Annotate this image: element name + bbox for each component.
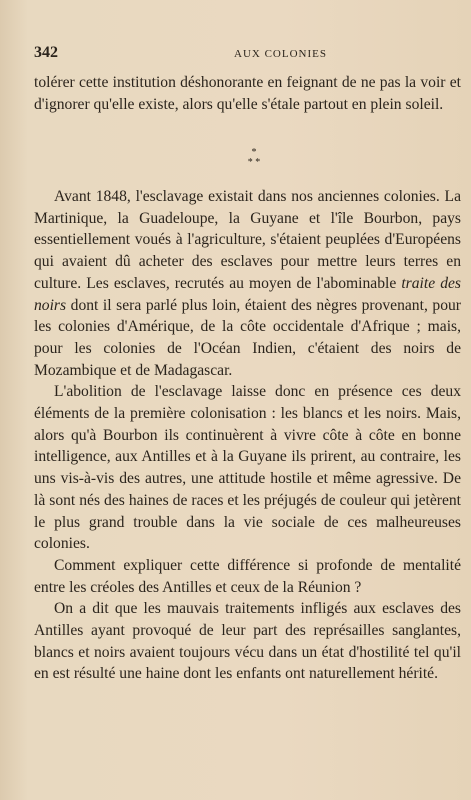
continuation-paragraph: tolérer cette institution déshonorante en feignant de ne pas la voir et d'ignorer qu'elle existe, alors qu'elle s'étale partout en plein soleil. bbox=[34, 74, 461, 113]
asterism-bottom: * * bbox=[247, 157, 261, 168]
asterism-top: * bbox=[251, 147, 257, 158]
paragraph-3: Comment expliquer cette différence si profonde de mentalité entre les créoles des Antilles et ceux de la Réunion ? bbox=[34, 556, 461, 596]
page-header bbox=[34, 44, 451, 66]
page-number: 342 bbox=[34, 44, 58, 61]
paragraph-1 bbox=[34, 186, 461, 381]
main-text bbox=[34, 186, 461, 685]
paragraph-2: L'abolition de l'esclavage laisse donc en présence ces deux éléments de la première colonisation : les blancs et les noirs. Mais, alors qu'à Bourbon ils continuèrent à vivre côte à côte en bonne intelligence, aux Antilles et à la Guyane ils prirent, au contraire, les uns vis-à-vis des autres, une attitude hostile et même agressive. De là sont nés des haines de races et les préjugés de couleur qui jetèrent le plus grand trouble dans la vie sociale de ces malheureuses colonies. bbox=[34, 383, 461, 553]
continuation-block bbox=[34, 72, 461, 115]
paragraph-1-italic: traite des noirs bbox=[34, 274, 461, 314]
paragraph-4: On a dit que les mauvais traitements infligés aux esclaves des Antilles ayant provoqué de leur part des représailles sanglantes, blancs et noirs avaient toujours vécu dans un état d'hostilité tel qu'il en est résulté une haine dont les enfants ont naturellement hérité. bbox=[34, 600, 461, 683]
paragraph-1-start: Avant 1848, l'esclavage existait dans nos anciennes colonies. La Martinique, la Guadeloupe, la Guyane et l'île Bourbon, pays essentiellement voués à l'agriculture, s'étaient peuplées d'Européens qui avaient dû acheter des esclaves pour mettre leurs terres en culture. Les esclaves, recrutés au moyen de l'abominable bbox=[34, 188, 461, 292]
running-title: AUX COLONIES bbox=[234, 48, 327, 60]
section-separator bbox=[244, 148, 264, 168]
paragraph-1-end: dont il sera parlé plus loin, étaient des nègres provenant, pour les colonies d'Amérique, de la côte occidentale d'Afrique ; mais, pour les colonies de l'Océan Indien, c'étaient des noirs de Mozambique et de Madagascar. bbox=[34, 296, 461, 379]
